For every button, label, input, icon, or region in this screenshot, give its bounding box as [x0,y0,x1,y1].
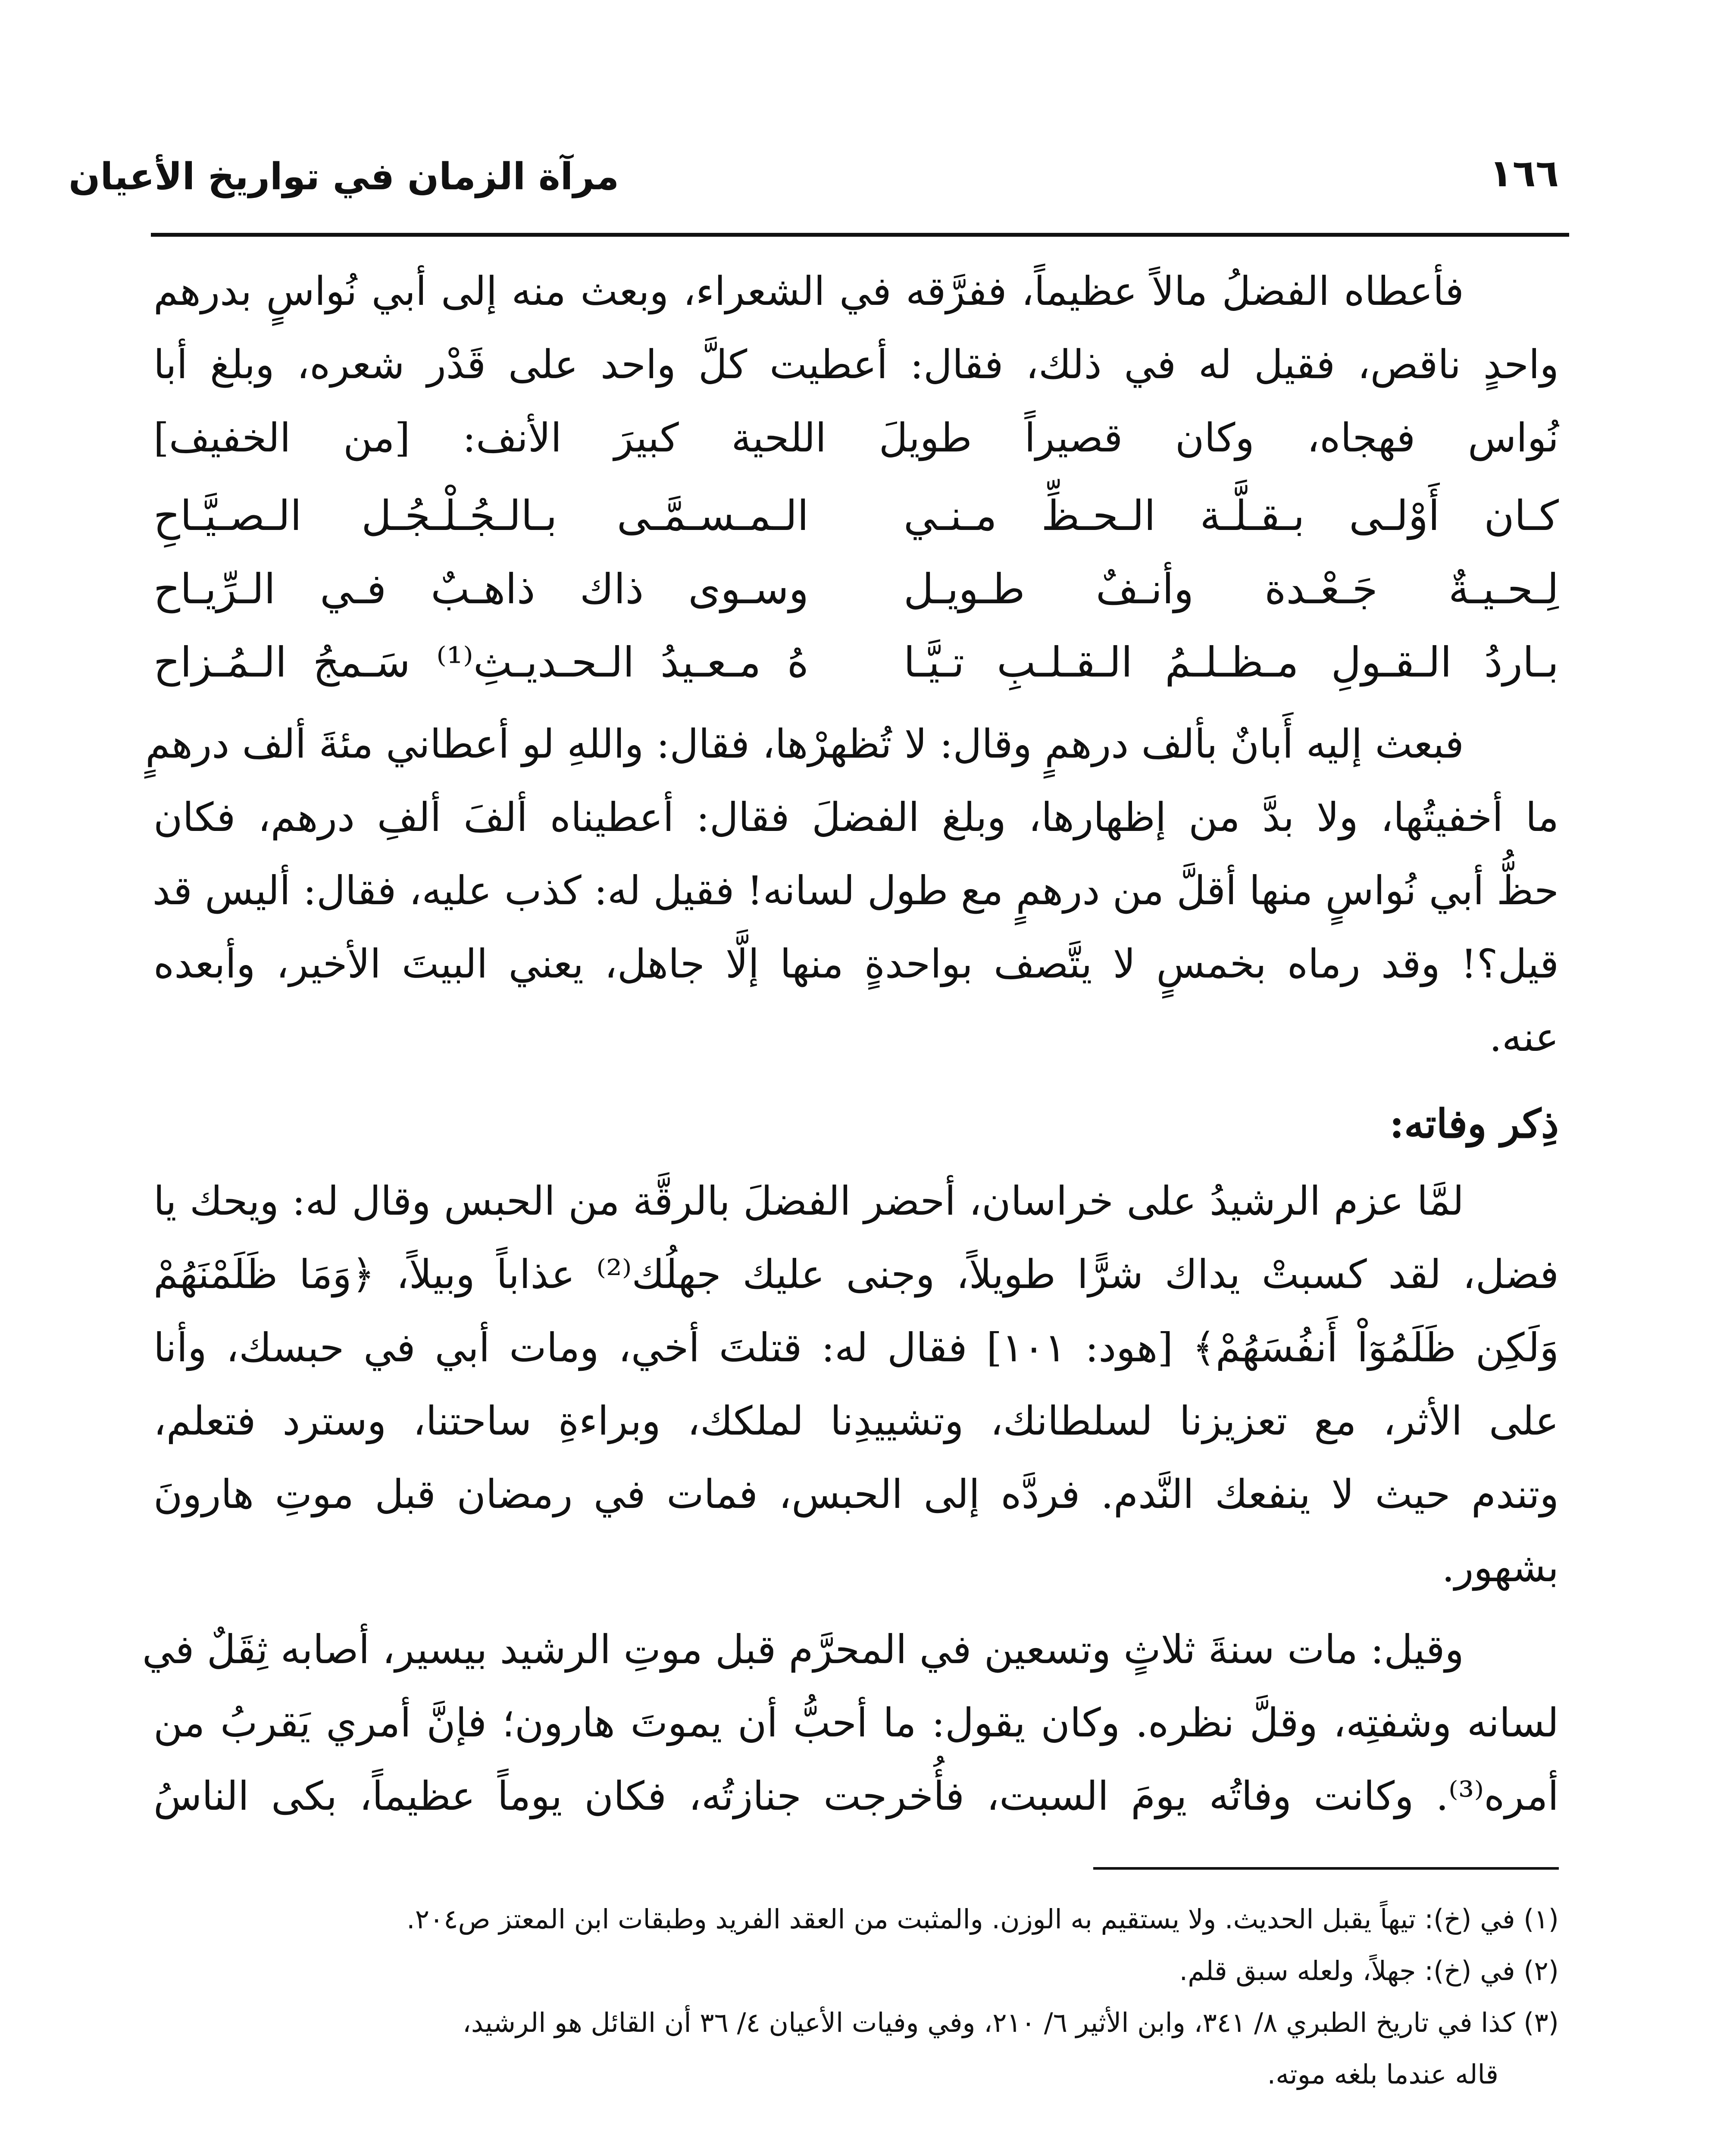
text-line: وقيل: مات سنةَ ثلاثٍ وتسعين في المحرَّم قبل موتِ الرشيد بيسير، أصابه ثِقَلٌ في [142,1626,1464,1673]
text-line: فأعطاه الفضلُ مالاً عظيماً، ففرَّقه في الشعراء، وبعث منه إلى أبي نُواسٍ بدرهم [153,268,1464,314]
text-line: قيل؟! وقد رماه بخمسٍ لا يتَّصف بواحدةٍ منها إلَّا جاهل، يعني البيتَ الأخير، وأبعده [153,941,1559,987]
verse-line [153,565,1559,617]
text-line: وتندم حيث لا ينفعك النَّدم. فردَّه إلى الحبس، فمات في رمضان قبل موتِ هارونَ [153,1471,1559,1517]
verse-second-hemistich: الـمـسـمَّـى بـالـجُـلْـجُـل الـصـيَّـاحِ [153,492,809,540]
text-line: واحدٍ ناقص، فقيل له في ذلك، فقال: أعطيت كلَّ واحد على قَدْر شعره، وبلغ أبا [153,342,1559,388]
verse-second-hemistich: هُ مـعـيدُ الـحـديـثِ⁽¹⁾ سَـمجُ الـمُـزاح [153,638,809,686]
footnote: (١) في (خ): تيهاً يقبل الحديث. ولا يستقيم به الوزن. والمثبت من العقد الفريد وطبقات ابن المعتز ص٢٠٤. [406,1903,1559,1935]
verse-first-hemistich: بـاردُ الـقـولِ مـظـلـمُ الـقـلـبِ تـيَّـا [904,638,1559,686]
verse-second-hemistich: وسـوى ذاك ذاهـبٌ فـي الـرِّيـاح [153,565,809,613]
footnote-rule [1093,1867,1559,1870]
text-line: فضل، لقد كسبتْ يداك شرًّا طويلاً، وجنى عليك جهلُك⁽²⁾ عذاباً وبيلاً، ﴿وَمَا ظَلَمْنَهُمْ [153,1251,1559,1297]
text-line: بشهور. [1442,1545,1559,1591]
text-line: لمَّا عزم الرشيدُ على خراسان، أحضر الفضلَ بالرقَّة من الحبس وقال له: ويحك يا [153,1178,1464,1224]
text-line: عنه. [1489,1014,1559,1060]
text-line: فبعث إليه أَبانٌ بألف درهمٍ وقال: لا تُظهرْها، فقال: واللهِ لو أعطاني مئةَ ألف درهمٍ [145,721,1464,767]
text-line: وَلَكِن ظَلَمُوٓاْ أَنفُسَهُمْ﴾ [هود: ١٠١] فقال له: قتلتَ أخي، ومات أبي في حبسك، وأنا [153,1325,1559,1371]
verse-line [153,638,1559,690]
text-line: حظُّ أبي نُواسٍ منها أقلَّ من درهمٍ مع طول لسانه! فقيل له: كذب عليه، فقال: أليس قد [152,868,1559,914]
section-heading: ذِكر وفاته: [1389,1100,1559,1147]
footnote-continuation: قاله عندما بلغه موته. [1267,2059,1498,2090]
verse-first-hemistich: لِـحـيـةٌ جَـعْـدة وأنـفٌ طـويـل [904,565,1559,613]
text-line: لسانه وشفتِه، وقلَّ نظره. وكان يقول: ما أحبُّ أن يموتَ هارون؛ فإنَّ أمري يَقربُ من [153,1700,1559,1746]
text-line: نُواس فهجاه، وكان قصيراً طويلَ اللحية كبيرَ الأنف: [من الخفيف] [153,415,1559,461]
header-rule [151,233,1569,237]
running-title: مرآة الزمان في تواريخ الأعيان [69,155,619,198]
footnote: (٣) كذا في تاريخ الطبري ٨/ ٣٤١، وابن الأثير ٦/ ٢١٠، وفي وفيات الأعيان ٤/ ٣٦ أن القائل هو الرشيد، [462,2007,1559,2038]
footnote: (٢) في (خ): جهلاً، ولعله سبق قلم. [1179,1955,1559,1987]
text-line: ما أخفيتُها، ولا بدَّ من إظهارها، وبلغ الفضلَ فقال: أعطيناه ألفَ ألفِ درهم، فكان [153,794,1559,840]
page-number: ١٦٦ [1489,151,1559,195]
text-line: على الأثر، مع تعزيزنا لسلطانك، وتشييدِنا لملكك، وبراءةِ ساحتنا، وسترد فتعلم، [153,1398,1559,1444]
verse-first-hemistich: كـان أَوْلـى بـقـلَّـة الـحـظِّ مـنـي [904,492,1559,540]
text-line: أمره⁽³⁾. وكانت وفاتُه يومَ السبت، فأُخرجت جنازتُه، فكان يوماً عظيماً، بكى الناسُ [153,1773,1559,1819]
verse-line [153,492,1559,543]
